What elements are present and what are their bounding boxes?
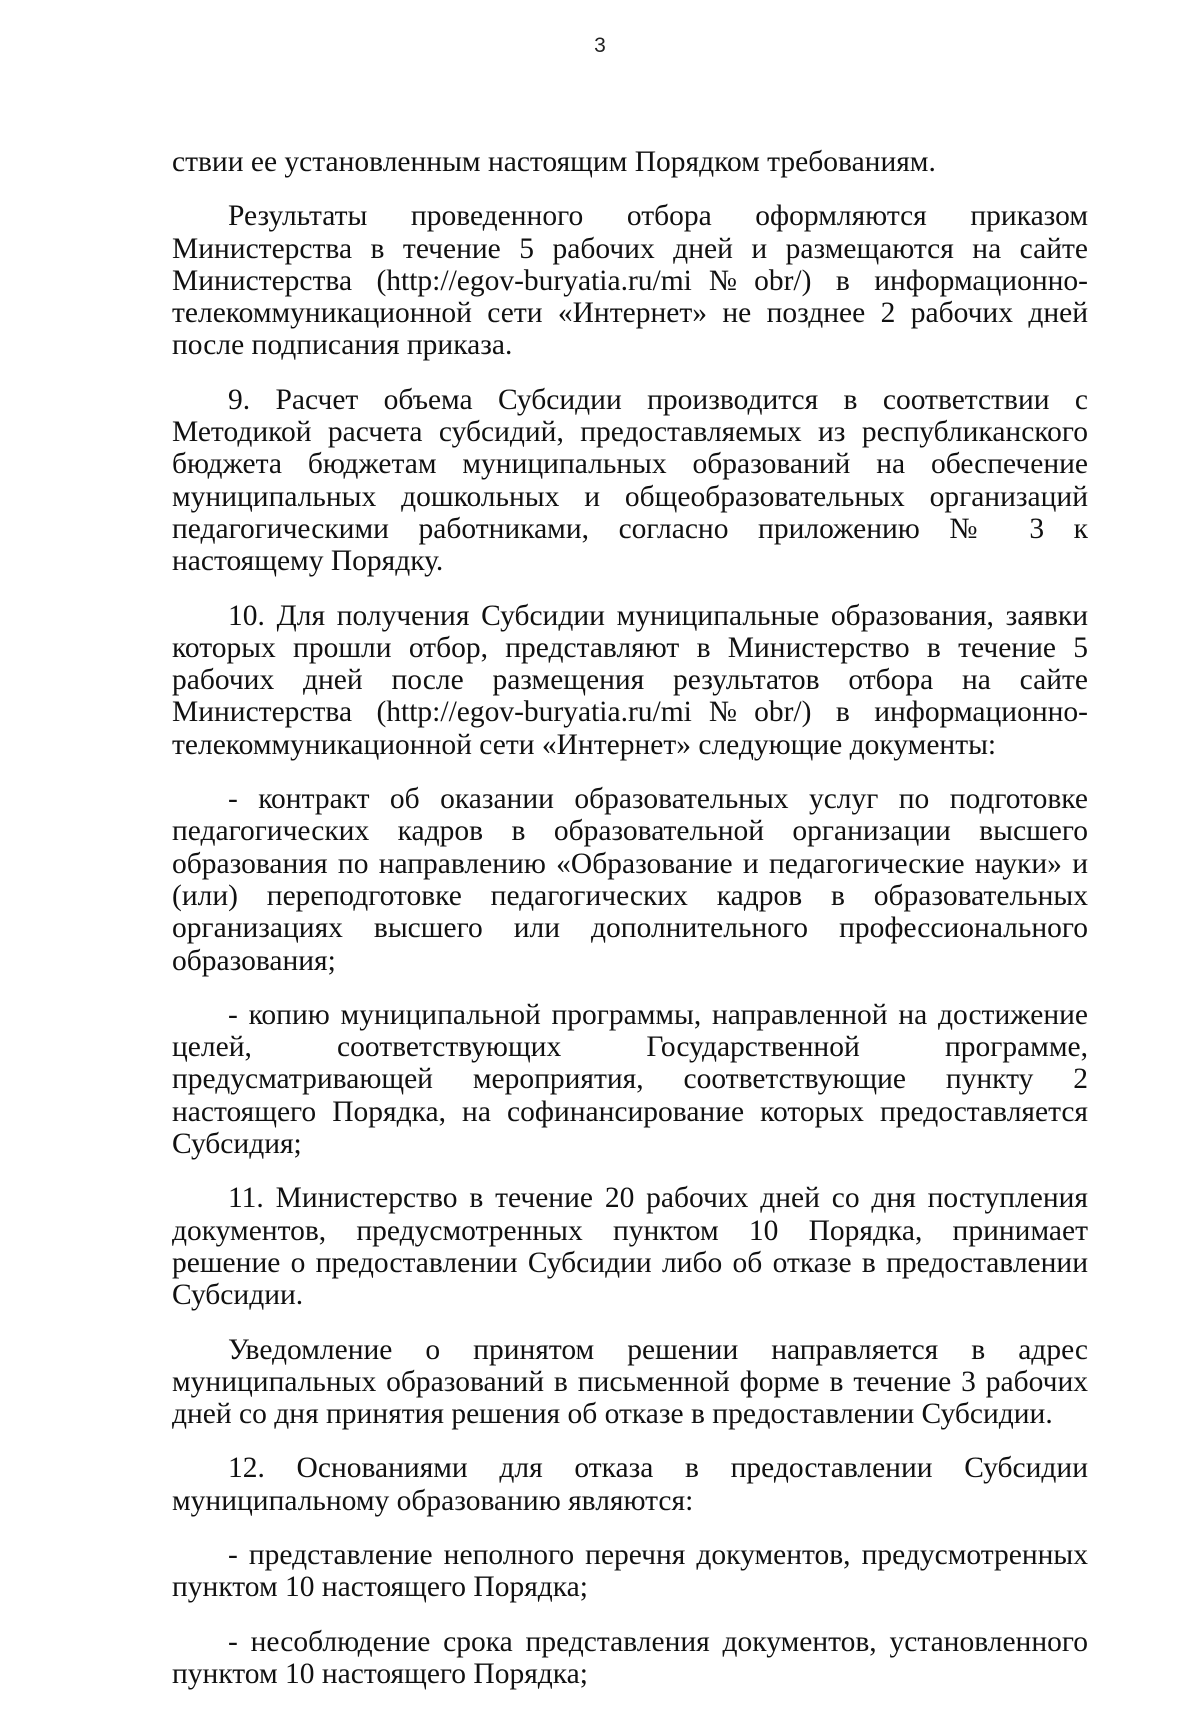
paragraph-selection-results: Результаты проведенного отбора оформляются приказом Министерства в течение 5 рабочих дней и размещаются на сайте Министерства (http://egov-buryatia.ru/mi№obr/) в информационно-телекоммуникационной сети «Интернет» не позднее 2 рабочих дней после подписания приказа. xyxy=(172,200,1088,362)
paragraph-10-documents: 10. Для получения Субсидии муниципальные образования, заявки которых прошли отбор, представляют в Министерство в течение 5 рабочих дней после размещения результатов отбора на сайте Министерства (http://egov-buryatia.ru/mi№obr/) в информационно-телекоммуникационной сети «Интернет» следующие документы: xyxy=(172,599,1088,761)
paragraph-notification: Уведомление о принятом решении направляется в адрес муниципальных образований в письменной форме в течение 3 рабочих дней со дня принятия решения об отказе в предоставлении Субсидии. xyxy=(172,1333,1088,1431)
list-item-contract: - контракт об оказании образовательных услуг по подготовке педагогических кадров в образовательной организации высшего образования по направлению «Образование и педагогические науки» и (или) переподготовке педагогических кадров в образовательных организациях высшего или дополнительного профессионального образования; xyxy=(172,783,1088,977)
paragraph-continuation: ствии ее установленным настоящим Порядком требованиям. xyxy=(172,146,936,178)
paragraph-11-ministry-decision: 11. Министерство в течение 20 рабочих дней со дня поступления документов, предусмотренных пунктом 10 Порядка, принимает решение о предоставлении Субсидии либо об отказе в предоставлении Субсидии. xyxy=(172,1182,1088,1312)
list-item-incomplete-documents: - представление неполного перечня документов, предусмотренных пунктом 10 настоящего Порядка; xyxy=(172,1538,1088,1604)
paragraph-12-refusal-grounds: 12. Основаниями для отказа в предоставлении Субсидии муниципальному образованию являются: xyxy=(172,1452,1088,1517)
list-item-deadline-violation: - несоблюдение срока представления документов, установленного пунктом 10 настоящего Порядка; xyxy=(172,1625,1088,1690)
page-number: 3 xyxy=(594,34,606,57)
document-body xyxy=(172,146,1088,1712)
paragraph-9-subsidy-calculation: 9. Расчет объема Субсидии производится в соответствии с Методикой расчета субсидий, предоставляемых из республиканского бюджета бюджетам муниципальных образований на обеспечение муниципальных дошкольных и общеобразовательных организаций педагогическими работниками, согласно приложению № 3 к настоящему Порядку. xyxy=(172,383,1088,578)
list-item-program-copy: - копию муниципальной программы, направленной на достижение целей, соответствующих Государственной программе, предусматривающей мероприятия, соответствующие пункту 2 настоящего Порядка, на софинансирование которых предоставляется Субсидия; xyxy=(172,998,1088,1161)
